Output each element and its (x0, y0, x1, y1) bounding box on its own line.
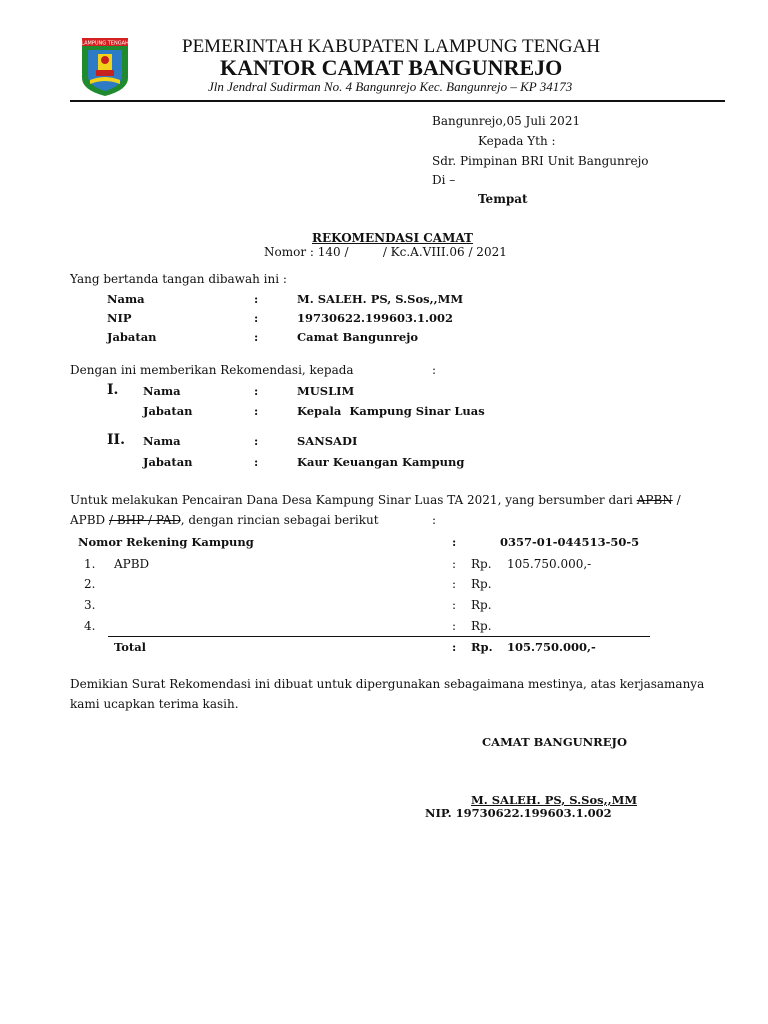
row-1-no: 1. (84, 557, 96, 571)
person-1-numeral: I. (107, 382, 119, 398)
closing-line-1: Demikian Surat Rekomendasi ini dibuat untuk dipergunakan sebagaimana mestinya, atas kerjasamanya (70, 677, 705, 691)
purpose-text: Untuk melakukan Pencairan Dana Desa Kampung Sinar Luas TA 2021, yang bersumber dari (70, 493, 637, 507)
regency-logo (80, 36, 130, 98)
struck-bhp-pad: / BHP / PAD (109, 513, 181, 527)
total-amount: 105.750.000,- (507, 640, 596, 654)
person-2-name-label: Nama (143, 434, 181, 448)
person-2-name-sep: : (254, 434, 259, 448)
recipient-place: Tempat (478, 192, 528, 206)
signer-name-sep: : (254, 292, 259, 306)
row-2-no: 2. (84, 577, 96, 591)
recipient-di: Di – (432, 173, 456, 187)
recipient-to: Kepada Yth : (478, 134, 556, 148)
office-name: KANTOR CAMAT BANGUNREJO (220, 55, 563, 80)
recommend-colon: : (432, 363, 437, 377)
closing-line-2: kami ucapkan terima kasih. (70, 697, 239, 711)
signer-position-value: Camat Bangunrejo (297, 330, 419, 344)
row-1-amount: 105.750.000,- (507, 557, 592, 571)
office-address: Jln Jendral Sudirman No. 4 Bangunrejo Kec. Bangunrejo – KP 34173 (208, 79, 573, 94)
signer-position-label: Jabatan (107, 330, 157, 344)
row-4-rp: Rp. (471, 619, 492, 633)
recipient-addressee: Sdr. Pimpinan BRI Unit Bangunrejo (432, 154, 649, 168)
row-1-name: APBD (114, 557, 150, 571)
signer-nip-label: NIP (107, 311, 132, 325)
signer-name-label: Nama (107, 292, 145, 306)
signer-nip-value: 19730622.199603.1.002 (297, 311, 454, 325)
person-2-numeral: II. (107, 432, 125, 448)
purpose-colon: : (432, 513, 437, 527)
signature-nip: NIP. 19730622.199603.1.002 (425, 806, 612, 820)
row-2-sep: : (452, 577, 457, 591)
account-sep: : (452, 535, 457, 549)
person-1-name: MUSLIM (297, 384, 355, 398)
recommend-intro: Dengan ini memberikan Rekomendasi, kepada (70, 363, 354, 377)
government-name: PEMERINTAH KABUPATEN LAMPUNG TENGAH (182, 36, 601, 57)
row-3-rp: Rp. (471, 598, 492, 612)
total-label: Total (114, 640, 147, 654)
purpose-line-2 (70, 513, 379, 527)
row-3-sep: : (452, 598, 457, 612)
purpose-line-1 (70, 493, 720, 507)
row-1-sep: : (452, 557, 457, 571)
row-4-no: 4. (84, 619, 96, 633)
person-1-position-sep: : (254, 404, 259, 418)
account-label: Nomor Rekening Kampung (78, 535, 254, 549)
signer-name-value: M. SALEH. PS, S.Sos,,MM (297, 292, 464, 306)
row-2-rp: Rp. (471, 577, 492, 591)
logo-text: LAMPUNG TENGAH (81, 40, 129, 47)
signer-nip-sep: : (254, 311, 259, 325)
purpose-slash: / (672, 493, 681, 507)
row-3-no: 3. (84, 598, 96, 612)
place-date: Bangunrejo,05 Juli 2021 (432, 114, 581, 128)
row-4-sep: : (452, 619, 457, 633)
purpose-detail: , dengan rincian sebagai berikut (180, 513, 379, 527)
signer-intro: Yang bertanda tangan dibawah ini : (70, 272, 287, 286)
total-sep: : (452, 640, 457, 654)
signer-position-sep: : (254, 330, 259, 344)
document-number: Nomor : 140 / / Kc.A.VIII.06 / 2021 (264, 245, 507, 259)
person-2-position: Kaur Keuangan Kampung (297, 455, 465, 469)
person-1-position: Kepala Kampung Sinar Luas (297, 404, 485, 418)
total-divider (108, 636, 650, 637)
person-1-position-label: Jabatan (143, 404, 193, 418)
person-2-position-label: Jabatan (143, 455, 193, 469)
person-1-name-sep: : (254, 384, 259, 398)
signature-name: M. SALEH. PS, S.Sos,,MM (471, 793, 638, 807)
purpose-apbd: APBD (70, 513, 109, 527)
person-2-position-sep: : (254, 455, 259, 469)
total-rp: Rp. (471, 640, 493, 654)
person-1-name-label: Nama (143, 384, 181, 398)
struck-apbn: APBN (636, 493, 673, 507)
row-1-rp: Rp. (471, 557, 492, 571)
header-divider (70, 100, 725, 102)
account-number: 0357-01-044513-50-5 (500, 535, 640, 549)
person-2-name: SANSADI (297, 434, 358, 448)
document-title: REKOMENDASI CAMAT (312, 231, 473, 245)
signature-title: CAMAT BANGUNREJO (482, 735, 627, 749)
